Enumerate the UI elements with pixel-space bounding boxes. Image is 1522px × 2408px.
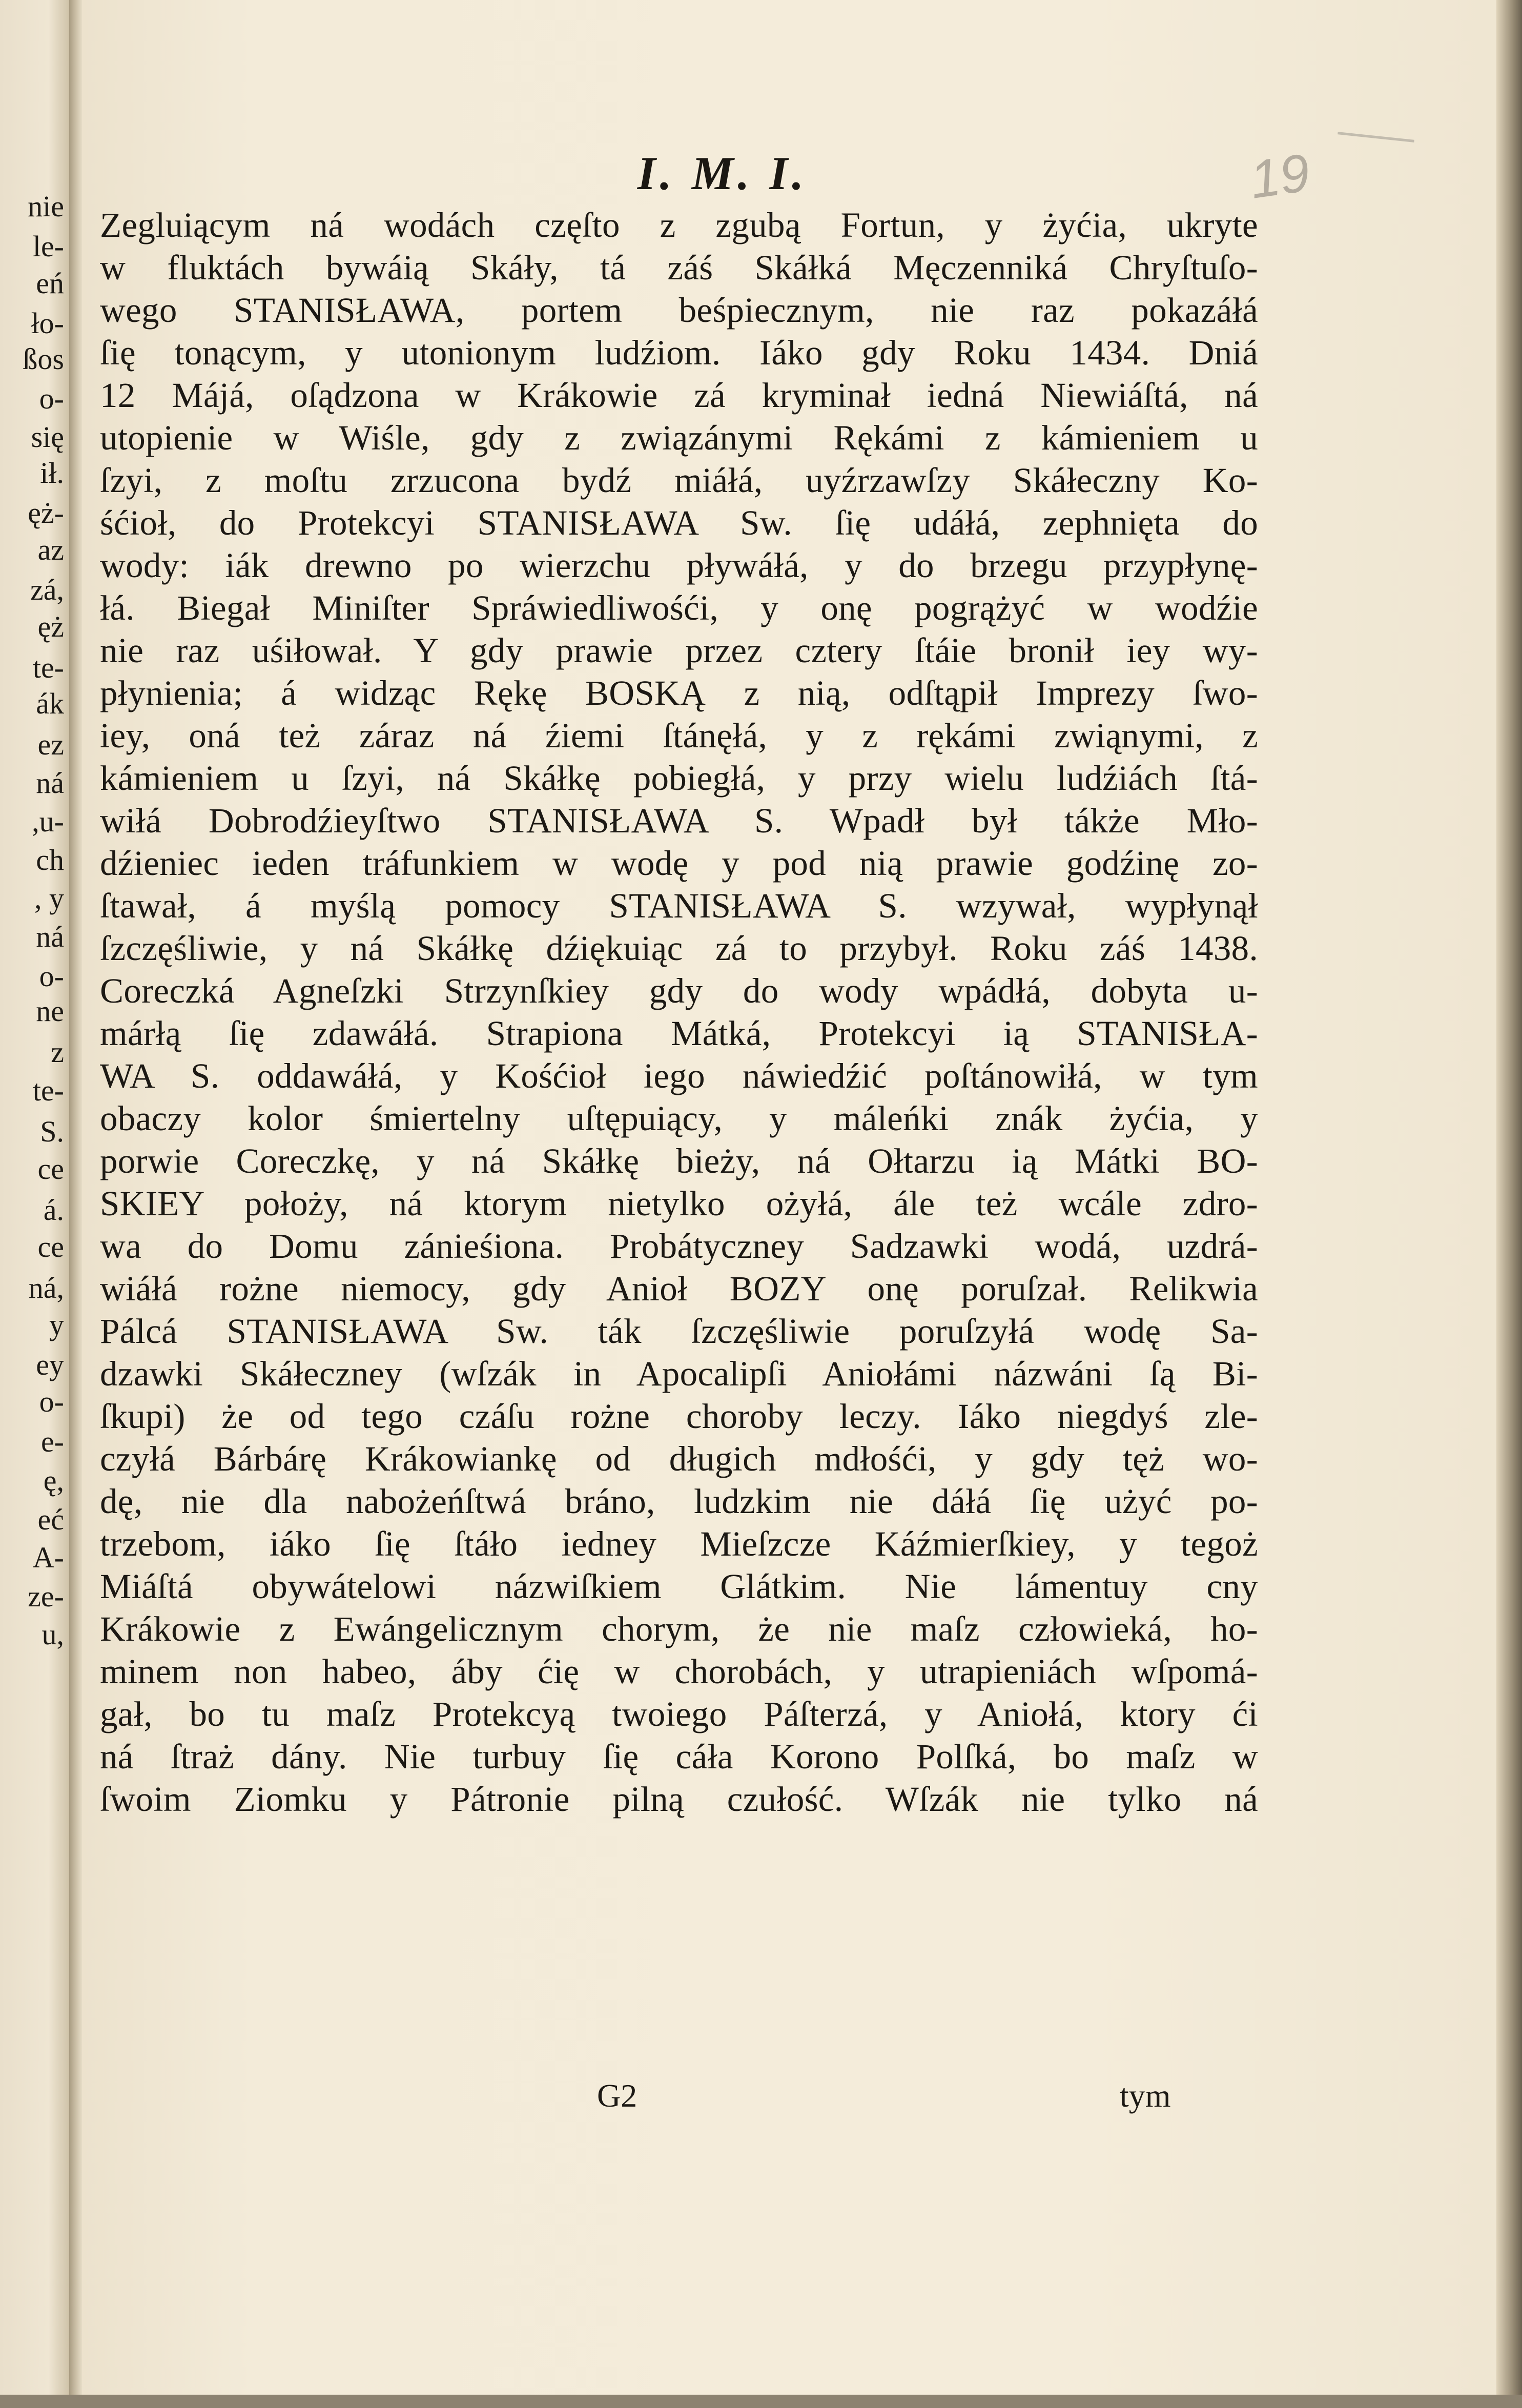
text-line: ſtawał, á myślą pomocy STANISŁAWA S. wzywał, wypłynął (100, 886, 1258, 925)
margin-fragment: ił. (40, 456, 64, 489)
margin-fragment: ez (37, 728, 64, 761)
text-line: Miáſtá obywátelowi názwiſkiem Glátkim. Nie lámentuy cny (100, 1567, 1258, 1606)
text-line: łá. Biegał Miniſter Spráwiedliwośći, y onę pogrążyć w wodźie (100, 588, 1258, 627)
text-line: SKIEY położy, ná ktorym nietylko ożyłá, ále też wcále zdro- (100, 1184, 1258, 1223)
margin-fragment: ßos (23, 342, 64, 376)
margin-fragment: zá, (30, 573, 64, 606)
signature-mark: G2 (597, 2077, 637, 2114)
margin-fragment: ná (36, 920, 64, 953)
text-line: 12 Májá, oſądzona w Krákowie zá kryminał iedná Niewiáſtá, ná (100, 376, 1258, 415)
text-line: márłą ſię zdawáłá. Strapiona Mátká, Protekcyi ią STANISŁA- (100, 1014, 1258, 1053)
text-line: nie raz uśiłował. Y gdy prawie przez cztery ſtáie bronił iey wy- (100, 631, 1258, 670)
margin-fragment: ę, (43, 1464, 64, 1497)
text-line: kámieniem u ſzyi, ná Skáłkę pobiegłá, y przy wielu ludźiách ſtá- (100, 759, 1258, 798)
margin-fragment: nie (28, 190, 64, 223)
text-line: Pálcá STANISŁAWA Sw. ták ſzczęśliwie poruſzyłá wodę Sa- (100, 1312, 1258, 1351)
margin-fragment: A- (32, 1541, 64, 1574)
margin-fragment: ce (37, 1230, 64, 1263)
margin-fragment: ęż (37, 610, 64, 643)
text-line: Coreczká Agneſzki Strzynſkiey gdy do wody wpádłá, dobyta u- (100, 971, 1258, 1010)
text-line: ná ſtraż dány. Nie turbuy ſię cáła Korono Polſká, bo maſz w (100, 1737, 1258, 1776)
text-line: ſwoim Ziomku y Pátronie pilną czułość. Wſzák nie tylko ná (100, 1780, 1258, 1819)
catchword: tym (1120, 2077, 1171, 2114)
margin-fragment: ło- (31, 307, 64, 340)
text-line: utopienie w Wiśle, gdy z związánymi Rękámi z kámieniem u (100, 418, 1258, 457)
page-right-edge (1496, 0, 1522, 2408)
text-line: śćioł, do Protekcyi STANISŁAWA Sw. ſię udáłá, zephnięta do (100, 503, 1258, 542)
margin-fragment: eć (37, 1503, 64, 1536)
margin-fragment: ch (36, 843, 64, 876)
text-line: dźieniec ieden tráfunkiem w wodę y pod nią prawie godźinę zo- (100, 844, 1258, 883)
text-line: ſzyi, z moſtu zrzucona bydź miáłá, uyźrzawſzy Skáłeczny Ko- (100, 461, 1258, 500)
margin-fragment: S. (40, 1115, 64, 1148)
margin-fragment: ne (36, 994, 64, 1028)
margin-fragment: ná, (28, 1271, 64, 1304)
body-text (100, 204, 1258, 1821)
text-line: minem non habeo, áby ćię w chorobách, y utrapieniách wſpomá- (100, 1652, 1258, 1691)
scan-bottom-edge (0, 2395, 1522, 2408)
margin-fragment: ęż- (28, 496, 64, 529)
margin-fragment: o- (39, 960, 64, 993)
text-line: wego STANISŁAWA, portem beśpiecznym, nie raz pokazáłá (100, 291, 1258, 330)
text-line: czyłá Bárbárę Krákowiankę od długich mdłośći, y gdy tęż wo- (100, 1439, 1258, 1478)
text-line: wiłá Dobrodźieyſtwo STANISŁAWA S. Wpadł był tákże Mło- (100, 801, 1258, 840)
text-line: Zegluiącym ná wodách częſto z zgubą Fortun, y żyćia, ukryte (100, 206, 1258, 244)
margin-fragment: ey (36, 1348, 64, 1381)
margin-fragment: á. (43, 1193, 64, 1227)
margin-fragment: y (49, 1308, 64, 1341)
text-line: ſzczęśliwie, y ná Skáłkę dźiękuiąc zá to przybył. Roku záś 1438. (100, 929, 1258, 968)
text-line: ſkupi) że od tego czáſu rożne choroby leczy. Iáko niegdyś zle- (100, 1397, 1258, 1436)
margin-fragment: się (31, 420, 64, 454)
margin-fragment: u, (42, 1618, 64, 1651)
margin-fragment: e- (40, 1425, 64, 1458)
text-line: wiáłá rożne niemocy, gdy Anioł BOZY onę poruſzał. Relikwia (100, 1269, 1258, 1308)
text-line: trzebom, iáko ſię ſtáło iedney Mieſzcze Káźmierſkiey, y tegoż (100, 1524, 1258, 1563)
margin-fragment: le- (32, 230, 64, 263)
margin-fragment: ná (36, 766, 64, 800)
text-line: wody: iák drewno po wierzchu pływáłá, y do brzegu przypłynę- (100, 546, 1258, 585)
margin-fragment: az (37, 533, 64, 566)
text-line: gał, bo tu maſz Protekcyą twoiego Páſterzá, y Aniołá, ktory ći (100, 1695, 1258, 1733)
margin-fragment: , y (34, 882, 64, 915)
text-line: iey, oná też záraz ná źiemi ſtánęłá, y z rękámi zwiąnymi, z (100, 716, 1258, 755)
margin-fragment: ce (37, 1152, 64, 1186)
text-line: w fluktách bywáią Skáły, tá záś Skáłká Męczenniká Chryſtuſo- (100, 248, 1258, 287)
margin-fragment: te- (32, 651, 64, 684)
pencil-folio-number: 19 (1246, 142, 1313, 210)
margin-fragment: ák (36, 687, 64, 720)
previous-page-text-fragments (0, 0, 67, 2408)
text-line: dę, nie dla nabożeńſtwá bráno, ludzkim nie dáłá ſię użyć po- (100, 1482, 1258, 1521)
margin-fragment: ze- (28, 1580, 64, 1613)
book-gutter (69, 0, 84, 2408)
text-line: wa do Domu zánieśiona. Probátyczney Sadzawki wodá, uzdrá- (100, 1227, 1258, 1266)
margin-fragment: z (51, 1035, 64, 1069)
text-line: Krákowie z Ewángelicznym chorym, że nie maſz człowieká, ho- (100, 1609, 1258, 1648)
text-line: porwie Coreczkę, y ná Skáłkę bieży, ná Ołtarzu ią Mátki BO- (100, 1141, 1258, 1180)
running-header: I. M. I. (637, 147, 808, 199)
margin-fragment: o- (39, 1385, 64, 1418)
text-line: dzawki Skáłeczney (wſzák in Apocalipſi Aniołámi názwáni ſą Bi- (100, 1354, 1258, 1393)
margin-fragment: o- (39, 382, 64, 415)
text-line: obaczy kolor śmiertelny uſtępuiący, y máleńki znák żyćia, y (100, 1099, 1258, 1138)
text-line: ſię tonącym, y utonionym ludźiom. Iáko gdy Roku 1434. Dniá (100, 333, 1258, 372)
text-line: płynienia; á widząc Rękę BOSKĄ z nią, odſtąpił Imprezy ſwo- (100, 674, 1258, 712)
margin-fragment: te- (32, 1074, 64, 1107)
margin-fragment: ,u- (32, 805, 64, 838)
margin-fragment: eń (36, 267, 64, 300)
text-line: WA S. oddawáłá, y Kośćioł iego náwiedźić poſtánowiłá, w tym (100, 1056, 1258, 1095)
